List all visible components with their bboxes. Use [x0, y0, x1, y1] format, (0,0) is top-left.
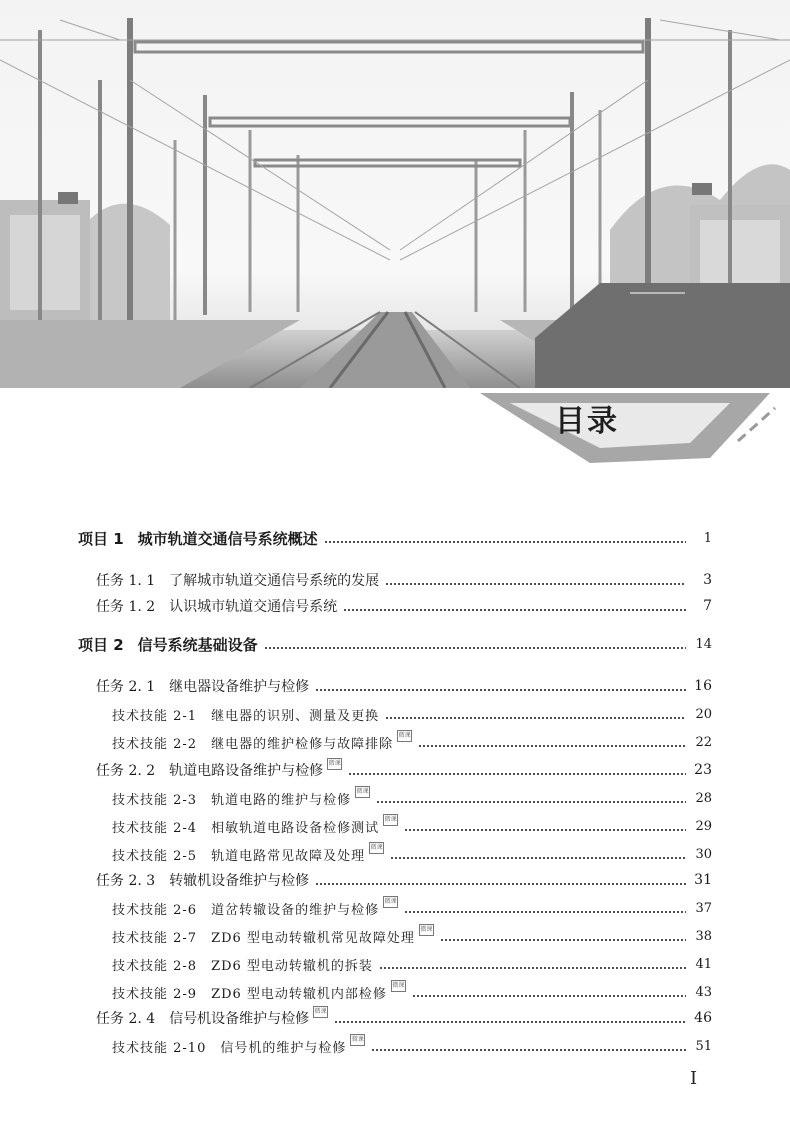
- toc-entry-label: 技术技能 2-9: [112, 986, 198, 1002]
- toc-entry-title: 了解城市轨道交通信号系统的发展: [169, 573, 380, 589]
- toc-entry-label: 技术技能 2-10: [112, 1040, 207, 1056]
- microvideo-badge-icon[interactable]: 微课: [327, 758, 342, 770]
- toc-entry-label: 技术技能 2-5: [112, 848, 198, 864]
- toc-entry-skill[interactable]: [112, 702, 712, 726]
- toc-entry-skill[interactable]: [112, 730, 712, 754]
- toc-entry-page: 1: [703, 530, 712, 546]
- toc-entry-label: 技术技能 2-1: [112, 708, 198, 724]
- toc-dot-leader: [376, 801, 686, 803]
- toc-entry-label: 任务 2. 2: [96, 763, 156, 779]
- page-title: 目录: [555, 404, 619, 439]
- toc-entry-label: 任务 2. 4: [96, 1011, 156, 1027]
- toc-entry-label: 技术技能 2-4: [112, 820, 198, 836]
- toc-entry-title: 轨道电路常见故障及处理: [211, 848, 366, 864]
- toc-entry-label: 项目 1: [78, 529, 124, 548]
- toc-entry-title: 道岔转辙设备的维护与检修: [211, 902, 380, 918]
- toc-entry-title: 信号机设备维护与检修: [169, 1011, 310, 1027]
- toc-dot-leader: [440, 939, 686, 941]
- toc-entry-skill[interactable]: [112, 1034, 712, 1058]
- toc-dot-leader: [418, 745, 686, 747]
- toc-entry-project[interactable]: [78, 526, 712, 550]
- microvideo-badge-icon[interactable]: 微课: [313, 1006, 328, 1018]
- toc-entry-page: 37: [695, 900, 712, 916]
- toc-dot-leader: [334, 1021, 686, 1023]
- toc-dot-leader: [390, 857, 686, 859]
- toc-entry-page: 30: [695, 846, 712, 862]
- toc-entry-task[interactable]: [96, 1006, 712, 1030]
- toc-entry-label: 技术技能 2-6: [112, 902, 198, 918]
- toc-entry-page: 31: [694, 872, 712, 888]
- toc-dot-leader: [371, 1049, 686, 1051]
- toc-entry-page: 14: [695, 636, 712, 652]
- microvideo-badge-icon[interactable]: 微课: [397, 730, 412, 742]
- toc-entry-title: 转辙机设备维护与检修: [169, 873, 310, 889]
- toc-entry-page: 23: [694, 762, 712, 778]
- toc-entry-title: 城市轨道交通信号系统概述: [137, 529, 318, 548]
- toc-entry-task[interactable]: [96, 868, 712, 892]
- toc-entry-title: 认识城市轨道交通信号系统: [169, 599, 338, 615]
- toc-entry-page: 46: [694, 1010, 712, 1026]
- toc-entry-page: 16: [694, 678, 712, 694]
- toc-entry-label: 任务 1. 1: [96, 573, 156, 589]
- toc-entry-label: 任务 1. 2: [96, 599, 156, 615]
- toc-entry-page: 51: [695, 1038, 712, 1054]
- toc-entry-title: 轨道电路的维护与检修: [211, 792, 352, 808]
- toc-entry-title: 继电器设备维护与检修: [169, 679, 310, 695]
- microvideo-badge-icon[interactable]: 微课: [369, 842, 384, 854]
- toc-dot-leader: [404, 829, 686, 831]
- toc-entry-label: 技术技能 2-2: [112, 736, 198, 752]
- toc-dot-leader: [412, 995, 686, 997]
- microvideo-badge-icon[interactable]: 微课: [383, 896, 398, 908]
- toc-dot-leader: [379, 967, 686, 969]
- toc-entry-label: 任务 2. 3: [96, 873, 156, 889]
- toc-entry-task[interactable]: [96, 594, 712, 618]
- toc-entry-skill[interactable]: [112, 786, 712, 810]
- toc-entry-title: 信号系统基础设备: [137, 635, 258, 654]
- toc-entry-title: 信号机的维护与检修: [220, 1040, 347, 1056]
- toc-dot-leader: [385, 717, 686, 719]
- toc-entry-label: 技术技能 2-8: [112, 958, 198, 974]
- toc-entry-title: 继电器的识别、测量及更换: [211, 708, 380, 724]
- microvideo-badge-icon[interactable]: 微课: [350, 1034, 365, 1046]
- toc-entry-skill[interactable]: [112, 980, 712, 1004]
- toc-entry-title: 轨道电路设备维护与检修: [169, 763, 324, 779]
- toc-entry-label: 任务 2. 1: [96, 679, 156, 695]
- toc-entry-task[interactable]: [96, 674, 712, 698]
- toc-entry-page: 3: [703, 572, 712, 588]
- toc-entry-page: 29: [695, 818, 712, 834]
- toc-entry-skill[interactable]: [112, 842, 712, 866]
- toc-dot-leader: [264, 647, 686, 649]
- toc-entry-skill[interactable]: [112, 896, 712, 920]
- microvideo-badge-icon[interactable]: 微课: [355, 786, 370, 798]
- toc-entry-title: 继电器的维护检修与故障排除: [211, 736, 394, 752]
- toc-entry-page: 38: [695, 928, 712, 944]
- toc-entry-page: 22: [695, 734, 712, 750]
- microvideo-badge-icon[interactable]: 微课: [391, 980, 406, 992]
- toc-entry-skill[interactable]: [112, 814, 712, 838]
- toc-entry-title: ZD6 型电动转辙机的拆装: [211, 958, 373, 974]
- toc-dot-leader: [404, 911, 686, 913]
- toc-entry-skill[interactable]: [112, 924, 712, 948]
- toc-entry-title: ZD6 型电动转辙机内部检修: [211, 986, 387, 1002]
- toc-entry-label: 技术技能 2-7: [112, 930, 198, 946]
- toc-dot-leader: [343, 609, 686, 611]
- toc-entry-title: 相敏轨道电路设备检修测试: [211, 820, 380, 836]
- toc-entry-task[interactable]: [96, 568, 712, 592]
- toc-entry-label: 项目 2: [78, 635, 124, 654]
- toc-entry-task[interactable]: [96, 758, 712, 782]
- toc-entry-page: 28: [695, 790, 712, 806]
- toc-dot-leader: [315, 883, 686, 885]
- toc-entry-label: 技术技能 2-3: [112, 792, 198, 808]
- toc-dot-leader: [385, 583, 686, 585]
- toc-dot-leader: [348, 773, 686, 775]
- toc-dot-leader: [315, 689, 686, 691]
- microvideo-badge-icon[interactable]: 微课: [419, 924, 434, 936]
- toc-entry-project[interactable]: [78, 632, 712, 656]
- toc-entry-skill[interactable]: [112, 952, 712, 976]
- toc-entry-page: 7: [703, 598, 712, 614]
- toc-entry-page: 43: [695, 984, 712, 1000]
- toc-entry-page: 20: [695, 706, 712, 722]
- microvideo-badge-icon[interactable]: 微课: [383, 814, 398, 826]
- toc-dot-leader: [324, 541, 686, 543]
- toc-entry-page: 41: [695, 956, 712, 972]
- page-number: I: [690, 1068, 698, 1089]
- toc-entry-title: ZD6 型电动转辙机常见故障处理: [211, 930, 415, 946]
